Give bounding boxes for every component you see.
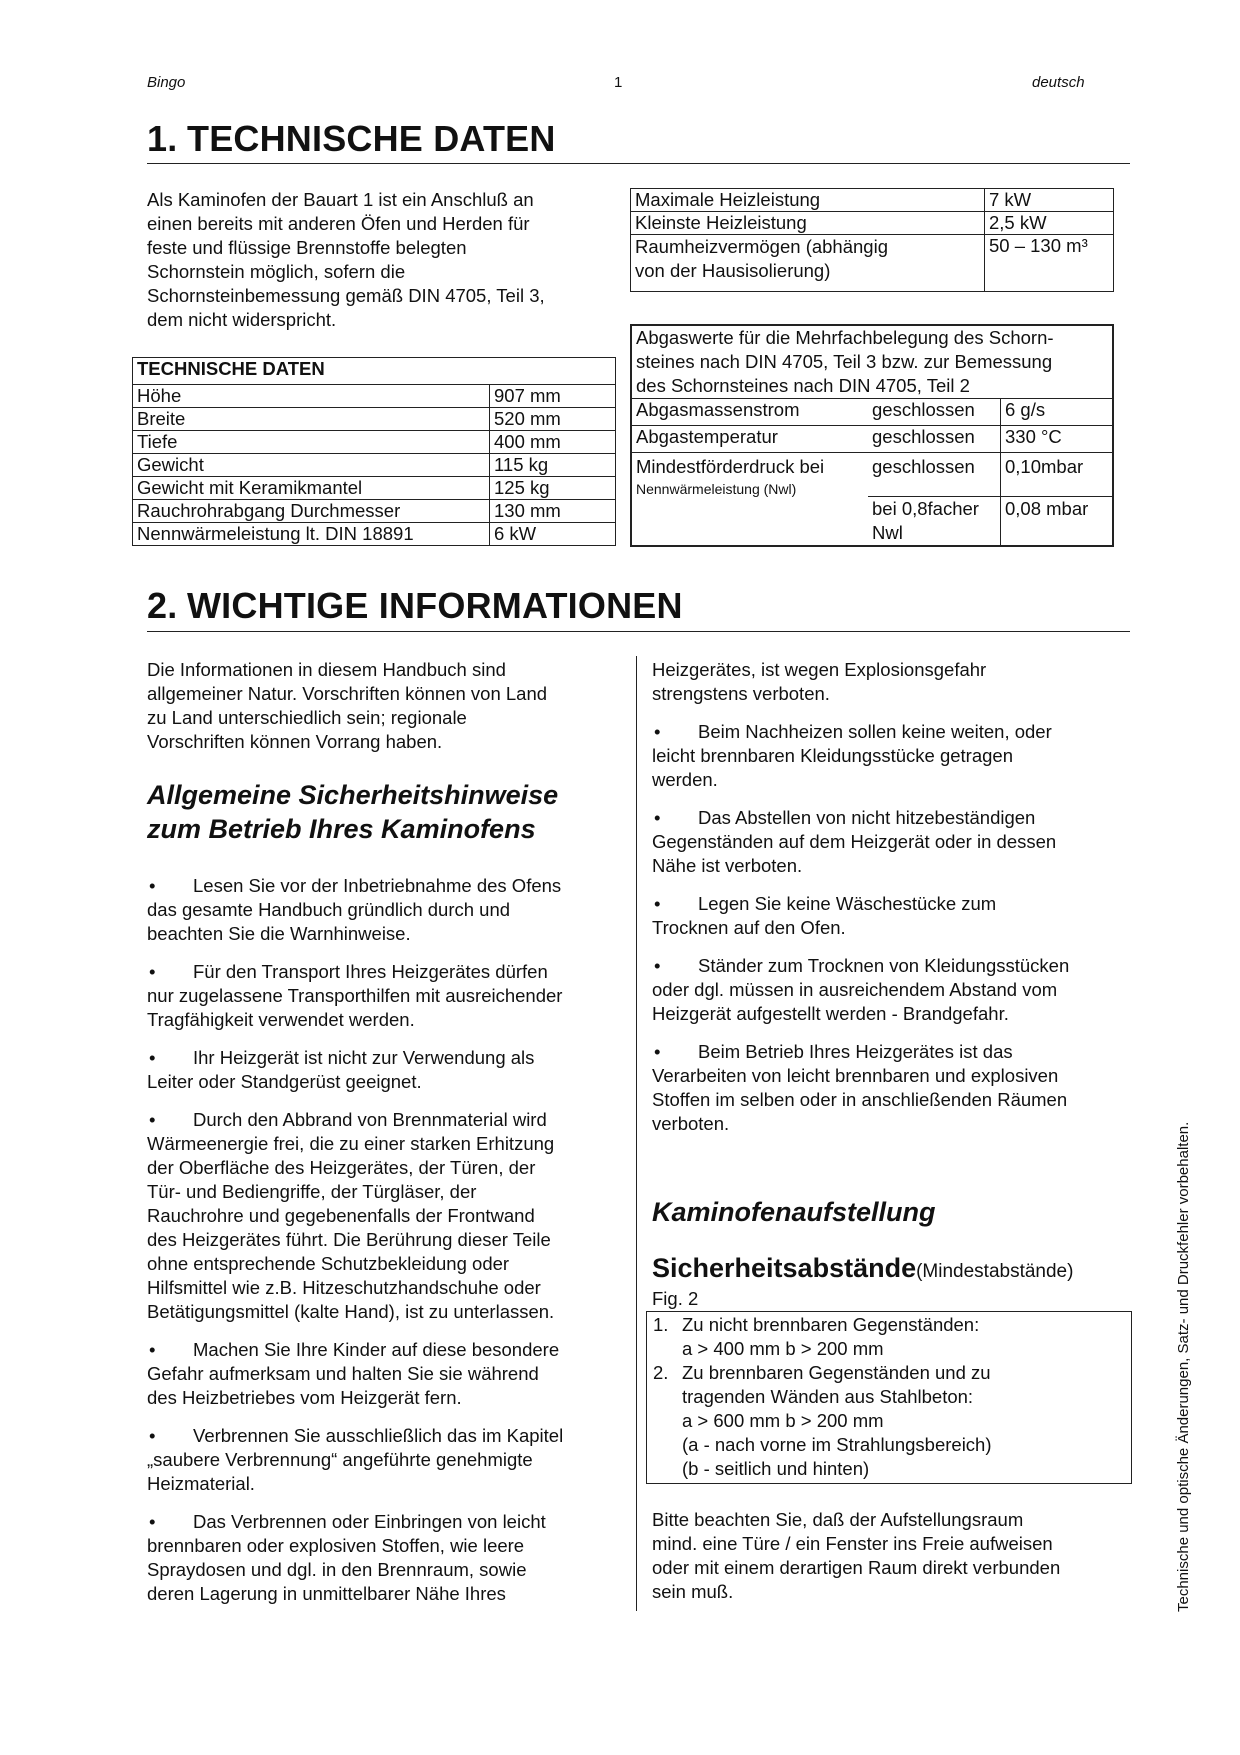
closing-line: mind. eine Türe / ein Fenster ins Freie aufweisen: [652, 1533, 1053, 1554]
tech-table-title-row: [133, 358, 616, 385]
bullet-line: des Heizgerätes führt. Die Berührung dieser Teile: [147, 1229, 551, 1250]
exhaust-condition-line: Nwl: [872, 522, 903, 543]
bullet-line: der Oberfläche des Heizgerätes, der Türen, der: [147, 1157, 536, 1178]
exhaust-condition-line: bei 0,8facher: [872, 498, 979, 519]
bullet-dot: •: [149, 875, 156, 896]
tech-label: Nennwärmeleistung lt. DIN 18891: [133, 523, 490, 546]
left-column: [147, 658, 625, 1620]
list-item: [652, 806, 1130, 878]
bullet-text: Durch den Abbrand von Brennmaterial wird: [193, 1109, 547, 1130]
list-item: [653, 1313, 1125, 1361]
tech-label: Breite: [133, 408, 490, 431]
power-table: [630, 188, 1114, 292]
bullet-line: [652, 954, 1130, 978]
tech-label: Rauchrohrabgang Durchmesser: [133, 500, 490, 523]
section1-heading: [147, 118, 556, 160]
bullet-line: Trocknen auf den Ofen.: [652, 917, 846, 938]
list-item: [147, 1338, 625, 1410]
bullet-line: [147, 1046, 625, 1070]
list-item: [147, 1510, 625, 1606]
list-number: 2.: [653, 1362, 669, 1383]
continuation-line: strengstens verboten.: [652, 683, 830, 704]
intro-line: Schornstein möglich, sofern die: [147, 261, 406, 282]
bullet-line: [147, 1424, 625, 1448]
exhaust-title-line: Abgaswerte für die Mehrfachbelegung des Schorn-: [636, 327, 1054, 348]
table-row: [631, 453, 1113, 497]
bullet-line: Stoffen im selben oder in anschließenden Räumen: [652, 1089, 1068, 1110]
page-number: 1: [614, 74, 623, 91]
table-row: [631, 235, 1114, 292]
bullet-dot: •: [654, 721, 661, 742]
bullet-line: [147, 960, 625, 984]
bullet-line: ohne entsprechende Schutzbekleidung oder: [147, 1253, 510, 1274]
list-item: [652, 954, 1130, 1026]
bullet-line: Heizmaterial.: [147, 1473, 255, 1494]
list-item: [147, 874, 625, 946]
section2-title: WICHTIGE INFORMATIONEN: [187, 585, 683, 626]
safety-heading: [147, 778, 625, 846]
table-row: [133, 477, 616, 500]
bullet-dot: •: [654, 1041, 661, 1062]
bullet-text: Verbrennen Sie ausschließlich das im Kapitel: [193, 1425, 564, 1446]
bullet-line: Gefahr aufmerksam und halten Sie sie während: [147, 1363, 539, 1384]
exhaust-label-sub: Nennwärmeleistung (Nwl): [636, 481, 797, 497]
list-item: [652, 892, 1130, 940]
bullet-text: Legen Sie keine Wäschestücke zum: [698, 893, 997, 914]
bullet-dot: •: [654, 807, 661, 828]
intro-line: feste und flüssige Brennstoffe belegten: [147, 237, 467, 258]
list-line: a > 400 mm b > 200 mm: [682, 1338, 884, 1359]
power-label: [631, 235, 985, 292]
bullet-line: [652, 806, 1130, 830]
header-right: deutsch: [1032, 74, 1085, 91]
exhaust-value: 0,08 mbar: [1001, 497, 1114, 547]
bullet-line: nur zugelassene Transporthilfen mit ausreichender: [147, 985, 563, 1006]
intro-line: allgemeiner Natur. Vorschriften können von Land: [147, 683, 548, 704]
intro-line: zu Land unterschiedlich sein; regionale: [147, 707, 467, 728]
bullet-line: werden.: [652, 769, 718, 790]
right-column: [652, 658, 1130, 1604]
fig-label: Fig. 2: [652, 1288, 699, 1309]
table-row: [631, 189, 1114, 212]
tech-value: 907 mm: [490, 385, 616, 408]
list-line: tragenden Wänden aus Stahlbeton:: [682, 1386, 974, 1407]
power-value: 50 – 130 m³: [985, 235, 1114, 292]
bullet-text: Beim Nachheizen sollen keine weiten, oder: [698, 721, 1052, 742]
section2-rule: [147, 631, 1130, 632]
section2-heading: [147, 585, 683, 627]
tech-value: 400 mm: [490, 431, 616, 454]
list-line: Zu nicht brennbaren Gegenständen:: [682, 1314, 980, 1335]
bullet-line: Betätigungsmittel (kalte Hand), ist zu unterlassen.: [147, 1301, 555, 1322]
list-item: [147, 960, 625, 1032]
bullet-line: deren Lagerung in unmittelbarer Nähe Ihres: [147, 1583, 506, 1604]
list-line: a > 600 mm b > 200 mm: [682, 1410, 884, 1431]
bullet-line: Tragfähigkeit verwendet werden.: [147, 1009, 415, 1030]
bullet-dot: •: [654, 955, 661, 976]
bullet-line: leicht brennbaren Kleidungsstücke getragen: [652, 745, 1013, 766]
exhaust-value: 0,10mbar: [1001, 453, 1114, 497]
list-item: [653, 1361, 1125, 1481]
side-note: Technische und optische Änderungen, Satz- und Druckfehler vorbehalten.: [1175, 1121, 1192, 1612]
intro-line: Vorschriften können Vorrang haben.: [147, 731, 443, 752]
right-bullet-list: [652, 720, 1130, 1136]
bullet-text: Für den Transport Ihres Heizgerätes dürfen: [193, 961, 548, 982]
closing-line: sein muß.: [652, 1581, 734, 1602]
bullet-line: Gegenständen auf dem Heizgerät oder in dessen: [652, 831, 1057, 852]
tech-label: Gewicht: [133, 454, 490, 477]
list-item: [147, 1046, 625, 1094]
bullet-line: Leiter oder Standgerüst geeignet.: [147, 1071, 422, 1092]
exhaust-title: [631, 325, 1113, 399]
power-label-line: Raumheizvermögen (abhängig: [635, 236, 888, 257]
exhaust-value: 6 g/s: [1001, 399, 1114, 426]
table-row: [631, 399, 1113, 426]
closing-line: oder mit einem derartigen Raum direkt verbunden: [652, 1557, 1061, 1578]
exhaust-condition: geschlossen: [868, 399, 1001, 426]
section1-intro: [147, 188, 617, 332]
distances-title: Sicherheitsabstände: [652, 1253, 917, 1283]
exhaust-title-row: [631, 325, 1113, 399]
tech-value: 115 kg: [490, 454, 616, 477]
exhaust-condition: [868, 497, 1001, 547]
bullet-line: Rauchrohre und gegebenenfalls der Frontwand: [147, 1205, 535, 1226]
exhaust-label: [631, 453, 868, 547]
bullet-line: Heizgerät aufgestellt werden - Brandgefahr.: [652, 1003, 1009, 1024]
intro-line: Schornsteinbemessung gemäß DIN 4705, Teil 3,: [147, 285, 545, 306]
exhaust-label: Abgastemperatur: [631, 426, 868, 453]
power-label-line: von der Hausisolierung): [635, 260, 831, 281]
power-value: 7 kW: [985, 189, 1114, 212]
bullet-text: Ständer zum Trocknen von Kleidungsstücken: [698, 955, 1070, 976]
power-label: Maximale Heizleistung: [631, 189, 985, 212]
right-continuation: [652, 658, 1130, 706]
distances-subtitle: (Mindestabstände): [916, 1261, 1074, 1282]
tech-value: 520 mm: [490, 408, 616, 431]
table-row: [133, 454, 616, 477]
safety-bullet-list: [147, 874, 625, 1606]
exhaust-title-line: des Schornsteines nach DIN 4705, Teil 2: [636, 375, 970, 396]
power-label: Kleinste Heizleistung: [631, 212, 985, 235]
bullet-text: Das Verbrennen oder Einbringen von leicht: [193, 1511, 546, 1532]
list-number: 1.: [653, 1314, 669, 1335]
bullet-line: Nähe ist verboten.: [652, 855, 803, 876]
tech-table-title: TECHNISCHE DATEN: [133, 358, 616, 385]
bullet-line: [147, 874, 625, 898]
bullet-line: Wärmeenergie frei, die zu einer starken Erhitzung: [147, 1133, 555, 1154]
intro-line: einen bereits mit anderen Öfen und Herden für: [147, 213, 530, 234]
bullet-dot: •: [149, 961, 156, 982]
bullet-text: Lesen Sie vor der Inbetriebnahme des Ofens: [193, 875, 562, 896]
bullet-line: Spraydosen und dgl. in den Brennraum, sowie: [147, 1559, 527, 1580]
distances-heading: [652, 1254, 1130, 1287]
table-row: [631, 426, 1113, 453]
exhaust-value: 330 °C: [1001, 426, 1114, 453]
bullet-line: „saubere Verbrennung“ angeführte genehmigte: [147, 1449, 533, 1470]
closing-line: Bitte beachten Sie, daß der Aufstellungsraum: [652, 1509, 1024, 1530]
section1-title: TECHNISCHE DATEN: [187, 118, 556, 159]
tech-label: Tiefe: [133, 431, 490, 454]
bullet-line: [147, 1108, 625, 1132]
list-line: (a - nach vorne im Strahlungsbereich): [682, 1434, 992, 1455]
closing-paragraph: [652, 1508, 1130, 1604]
bullet-line: [147, 1510, 625, 1534]
list-item: [652, 720, 1130, 792]
bullet-line: Hilfsmittel wie z.B. Hitzeschutzhandschuhe oder: [147, 1277, 541, 1298]
bullet-line: beachten Sie die Warnhinweise.: [147, 923, 411, 944]
bullet-line: [652, 892, 1130, 916]
bullet-line: [147, 1338, 625, 1362]
bullet-dot: •: [149, 1047, 156, 1068]
intro-line: dem nicht widerspricht.: [147, 309, 337, 330]
exhaust-label: Abgasmassenstrom: [631, 399, 868, 426]
bullet-line: des Heizbetriebes vom Heizgerät fern.: [147, 1387, 462, 1408]
list-line: Zu brennbaren Gegenständen und zu: [682, 1362, 991, 1383]
bullet-line: Tür- und Bediengriffe, der Türgläser, der: [147, 1181, 477, 1202]
bullet-text: Machen Sie Ihre Kinder auf diese besondere: [193, 1339, 560, 1360]
bullet-line: oder dgl. müssen in ausreichendem Abstand vom: [652, 979, 1058, 1000]
bullet-dot: •: [149, 1425, 156, 1446]
tech-data-table: [132, 357, 616, 546]
tech-label: Höhe: [133, 385, 490, 408]
safety-heading-line: zum Betrieb Ihres Kaminofens: [147, 814, 536, 844]
bullet-line: verboten.: [652, 1113, 730, 1134]
bullet-line: brennbaren oder explosiven Stoffen, wie leere: [147, 1535, 525, 1556]
list-item: [147, 1424, 625, 1496]
table-row: [133, 523, 616, 546]
bullet-text: Beim Betrieb Ihres Heizgerätes ist das: [698, 1041, 1013, 1062]
table-row: [133, 500, 616, 523]
table-row: [133, 385, 616, 408]
list-body: [682, 1313, 979, 1361]
tech-label: Gewicht mit Keramikmantel: [133, 477, 490, 500]
intro-line: Die Informationen in diesem Handbuch sind: [147, 659, 506, 680]
list-body: [682, 1361, 992, 1481]
exhaust-title-line: steines nach DIN 4705, Teil 3 bzw. zur Bemessung: [636, 351, 1053, 372]
table-row: [133, 408, 616, 431]
section2-number: 2.: [147, 585, 178, 626]
continuation-line: Heizgerätes, ist wegen Explosionsgefahr: [652, 659, 987, 680]
bullet-line: das gesamte Handbuch gründlich durch und: [147, 899, 511, 920]
bullet-line: [652, 1040, 1130, 1064]
tech-value: 125 kg: [490, 477, 616, 500]
bullet-dot: •: [149, 1511, 156, 1532]
exhaust-table: [630, 324, 1114, 547]
tech-value: 6 kW: [490, 523, 616, 546]
section2-intro: [147, 658, 625, 754]
intro-line: Als Kaminofen der Bauart 1 ist ein Anschluß an: [147, 189, 534, 210]
power-value: 2,5 kW: [985, 212, 1114, 235]
installation-heading: Kaminofenaufstellung: [652, 1197, 936, 1227]
column-divider: [636, 656, 637, 1611]
table-row: [133, 431, 616, 454]
header-left: Bingo: [147, 74, 186, 91]
list-line: (b - seitlich und hinten): [682, 1458, 870, 1479]
safety-heading-line: Allgemeine Sicherheitshinweise: [147, 780, 559, 810]
list-item: [652, 1040, 1130, 1136]
distances-box: [646, 1311, 1132, 1484]
bullet-line: Verarbeiten von leicht brennbaren und explosiven: [652, 1065, 1059, 1086]
exhaust-condition: geschlossen: [868, 426, 1001, 453]
bullet-line: [652, 720, 1130, 744]
bullet-dot: •: [654, 893, 661, 914]
tech-value: 130 mm: [490, 500, 616, 523]
bullet-dot: •: [149, 1339, 156, 1360]
section1-rule: [147, 163, 1130, 164]
table-row: [631, 212, 1114, 235]
bullet-text: Ihr Heizgerät ist nicht zur Verwendung als: [193, 1047, 535, 1068]
exhaust-condition: geschlossen: [868, 453, 1001, 497]
bullet-text: Das Abstellen von nicht hitzebeständigen: [698, 807, 1036, 828]
bullet-dot: •: [149, 1109, 156, 1130]
list-item: [147, 1108, 625, 1324]
section1-number: 1.: [147, 118, 178, 159]
exhaust-label-main: Mindestförderdruck bei: [636, 456, 825, 477]
